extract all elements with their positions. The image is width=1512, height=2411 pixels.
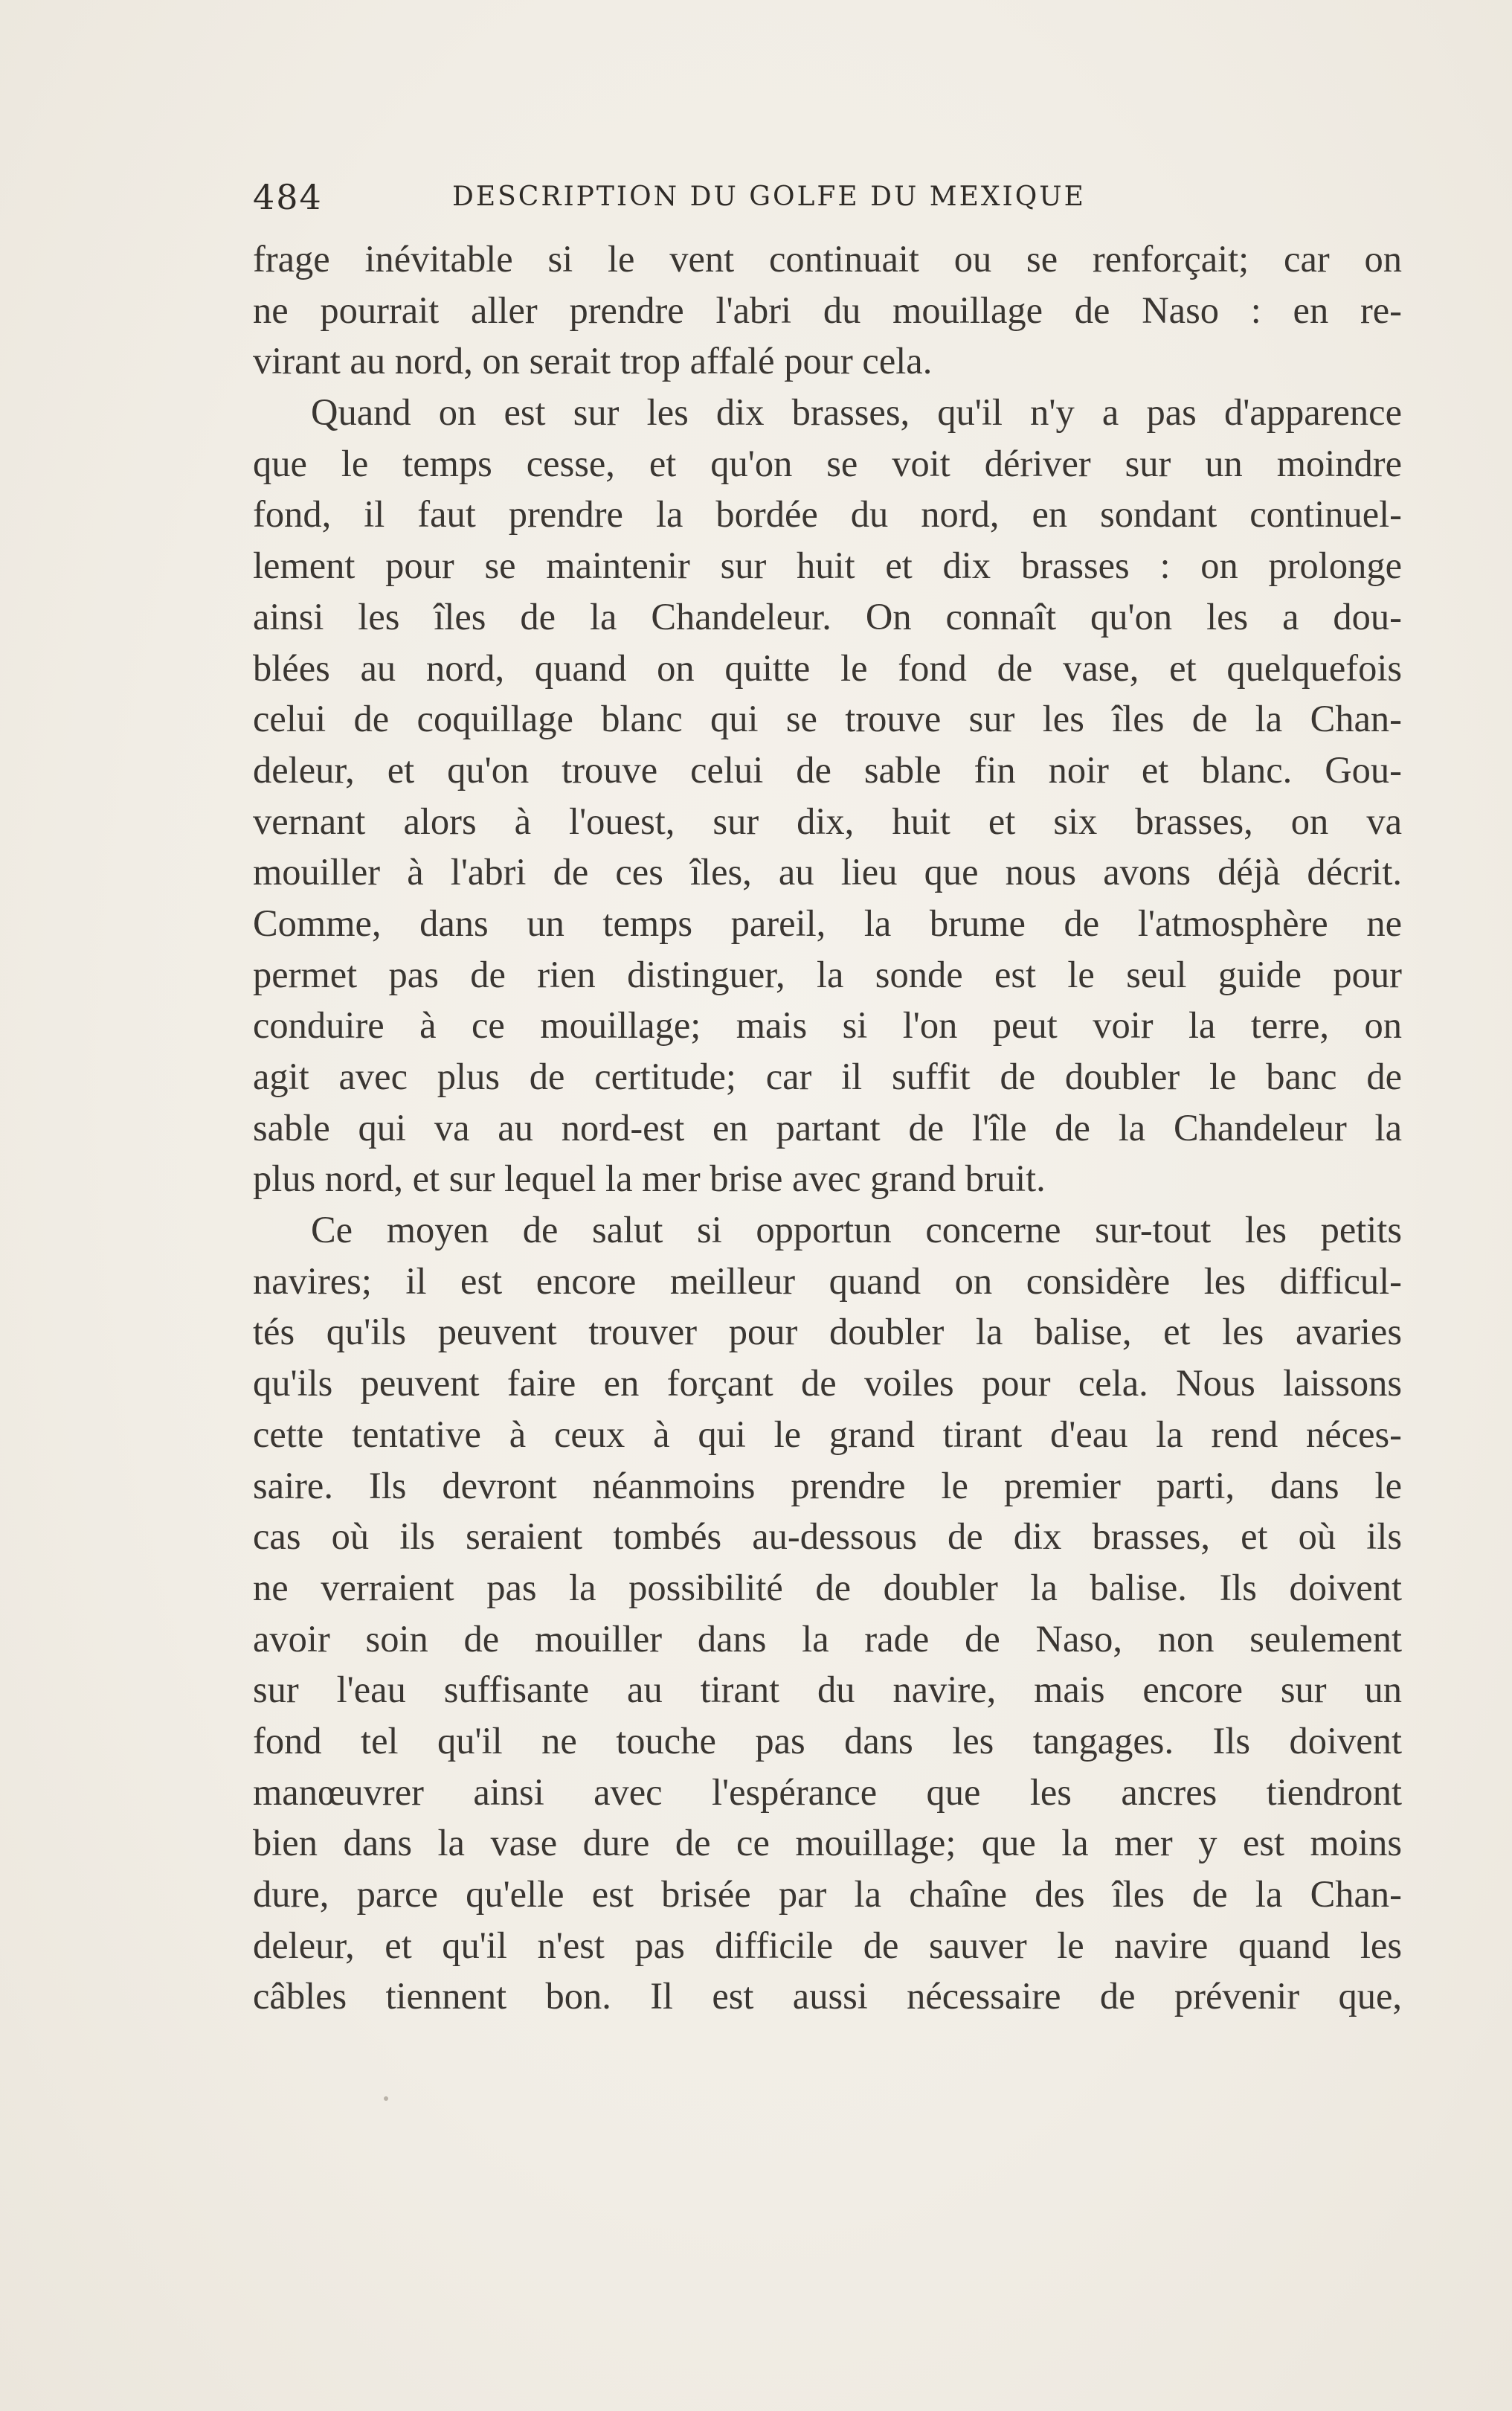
text-line: fond tel qu'il ne touche pas dans les tangages. Ils doivent (253, 1719, 1402, 1762)
text-line: vernant alors à l'ouest, sur dix, huit et six brasses, on va (253, 800, 1402, 842)
text-line: avoir soin de mouiller dans la rade de Naso, non seulement (253, 1617, 1402, 1660)
text-line: dure, parce qu'elle est brisée par la chaîne des îles de la Chan- (253, 1873, 1402, 1915)
text-line: celui de coquillage blanc qui se trouve sur les îles de la Chan- (253, 698, 1402, 740)
text-line: manœuvrer ainsi avec l'espérance que les ancres tiendront (253, 1770, 1402, 1813)
text-line: sable qui va au nord-est en partant de l'île de la Chandeleur la (253, 1106, 1402, 1149)
text-line: blées au nord, quand on quitte le fond de vase, et quelquefois (253, 646, 1402, 689)
text-line: deleur, et qu'on trouve celui de sable fin noir et blanc. Gou- (253, 748, 1402, 791)
text-line: ne verraient pas la possibilité de doubler la balise. Ils doivent (253, 1566, 1402, 1608)
text-line: deleur, et qu'il n'est pas difficile de sauver le navire quand les (253, 1924, 1402, 1966)
running-title: DESCRIPTION DU GOLFE DU MEXIQUE (452, 182, 1086, 212)
paragraph-start-line: Ce moyen de salut si opportun concerne sur-tout les petits (311, 1209, 1402, 1251)
text-line: permet pas de rien distinguer, la sonde est le seul guide pour (253, 953, 1402, 995)
text-line: qu'ils peuvent faire en forçant de voiles pour cela. Nous laissons (253, 1362, 1402, 1404)
paper-speck (384, 2096, 388, 2101)
text-line: cette tentative à ceux à qui le grand tirant d'eau la rend néces- (253, 1413, 1402, 1455)
text-line: frage inévitable si le vent continuait ou se renforçait; car on (253, 238, 1402, 280)
text-line: ainsi les îles de la Chandeleur. On connaît qu'on les a dou- (253, 595, 1402, 638)
text-line: navires; il est encore meilleur quand on considère les difficul- (253, 1259, 1402, 1302)
text-line: bien dans la vase dure de ce mouillage; que la mer y est moins (253, 1822, 1402, 1864)
text-line: virant au nord, on serait trop affalé pour cela. (253, 340, 933, 382)
text-line: ne pourrait aller prendre l'abri du mouillage de Naso : en re- (253, 289, 1402, 331)
text-line: tés qu'ils peuvent trouver pour doubler la balise, et les avaries (253, 1311, 1402, 1353)
text-line: câbles tiennent bon. Il est aussi nécessaire de prévenir que, (253, 1975, 1402, 2017)
text-line: Comme, dans un temps pareil, la brume de l'atmosphère ne (253, 902, 1402, 944)
text-line: saire. Ils devront néanmoins prendre le premier parti, dans le (253, 1464, 1402, 1506)
page-header (253, 177, 1406, 222)
text-line: fond, il faut prendre la bordée du nord, en sondant continuel- (253, 493, 1402, 536)
page-number: 484 (253, 177, 323, 217)
text-line: que le temps cesse, et qu'on se voit dériver sur un moindre (253, 442, 1402, 484)
body-text (253, 234, 1402, 2022)
text-line: plus nord, et sur lequel la mer brise avec grand bruit. (253, 1158, 1046, 1200)
text-line: mouiller à l'abri de ces îles, au lieu que nous avons déjà décrit. (253, 851, 1402, 893)
text-line: cas où ils seraient tombés au-dessous de dix brasses, et où ils (253, 1515, 1402, 1558)
text-line: sur l'eau suffisante au tirant du navire, mais encore sur un (253, 1669, 1402, 1711)
text-line: conduire à ce mouillage; mais si l'on peut voir la terre, on (253, 1004, 1402, 1047)
text-line: agit avec plus de certitude; car il suffit de doubler le banc de (253, 1056, 1402, 1097)
text-line: lement pour se maintenir sur huit et dix brasses : on prolonge (253, 545, 1402, 587)
paragraph-start-line: Quand on est sur les dix brasses, qu'il n'y a pas d'apparence (311, 391, 1402, 434)
